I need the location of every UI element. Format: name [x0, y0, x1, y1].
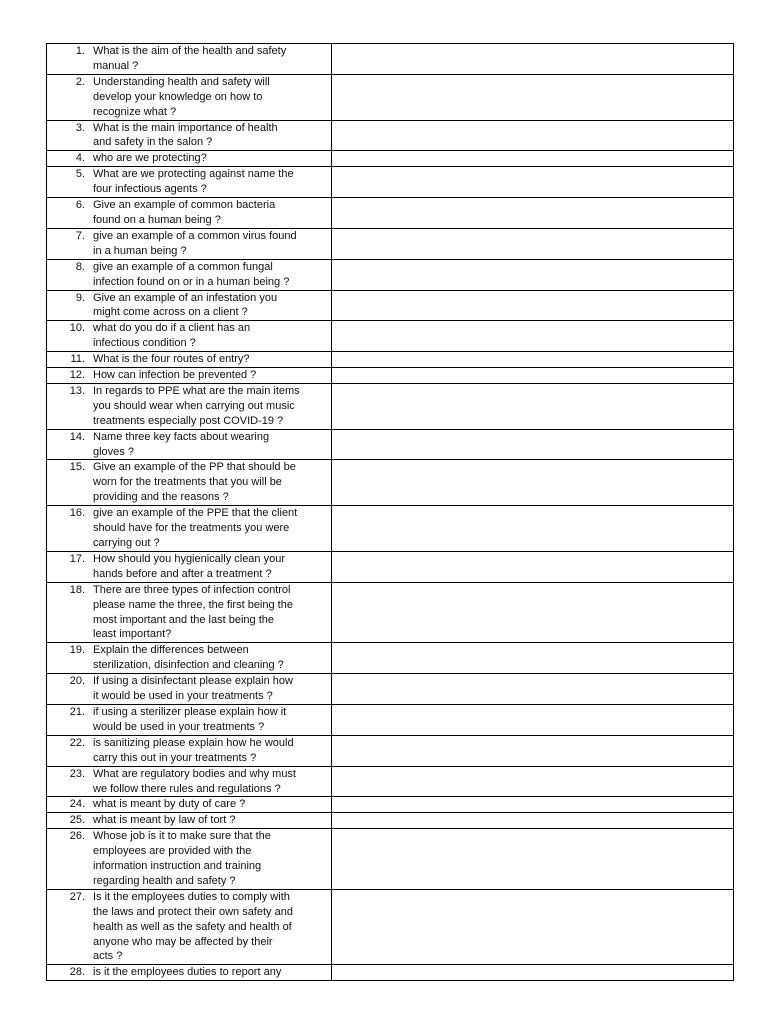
question-text-line: give an example of a common fungal: [93, 260, 273, 273]
question-content: [47, 767, 331, 797]
question-text-line: we follow there rules and regulations ?: [93, 782, 281, 795]
question-text-line: information instruction and training: [93, 860, 262, 873]
question-text: [93, 965, 329, 980]
question-text-line: providing and the reasons ?: [93, 491, 229, 504]
question-text-line: give an example of a common virus found: [93, 229, 297, 242]
question-row: [47, 167, 734, 198]
answer-cell[interactable]: [332, 829, 734, 890]
question-text-line: sterilization, disinfection and cleaning ?: [93, 659, 284, 672]
question-content: [47, 813, 331, 828]
question-text: [93, 674, 329, 704]
question-text-line: Understanding health and safety will: [93, 75, 270, 88]
question-text-line: There are three types of infection control: [93, 583, 291, 596]
question-number: 15.: [69, 461, 85, 474]
answer-cell[interactable]: [332, 704, 734, 735]
answer-cell[interactable]: [332, 352, 734, 368]
answer-cell[interactable]: [332, 460, 734, 506]
question-row: [47, 321, 734, 352]
question-text: [93, 44, 329, 74]
question-cell: [47, 383, 332, 429]
question-text: [93, 736, 329, 766]
question-text: [93, 797, 329, 812]
question-text-line: is it the employees duties to report any: [93, 966, 282, 979]
answer-cell[interactable]: [332, 797, 734, 813]
question-number: 12.: [69, 369, 85, 382]
answer-cell[interactable]: [332, 151, 734, 167]
question-content: [47, 151, 331, 166]
question-text-line: anyone who may be affected by their: [93, 935, 273, 948]
question-text-line: If using a disinfectant please explain how: [93, 675, 293, 688]
question-row: [47, 674, 734, 705]
question-text-line: if using a sterilizer please explain how it: [93, 705, 287, 718]
answer-cell[interactable]: [332, 735, 734, 766]
question-cell: [47, 228, 332, 259]
answer-cell[interactable]: [332, 44, 734, 75]
question-number: 22.: [69, 736, 85, 749]
question-text-line: manual ?: [93, 59, 139, 72]
question-row: [47, 460, 734, 506]
question-cell: [47, 829, 332, 890]
question-cell: [47, 735, 332, 766]
question-text: [93, 368, 329, 383]
question-number: 11.: [70, 353, 85, 366]
question-text-line: hands before and after a treatment ?: [93, 567, 272, 580]
question-text: [93, 767, 329, 797]
answer-cell[interactable]: [332, 74, 734, 120]
answer-cell[interactable]: [332, 321, 734, 352]
question-text-line: please name the three, the first being the: [93, 598, 293, 611]
question-row: [47, 44, 734, 75]
question-cell: [47, 44, 332, 75]
answer-cell[interactable]: [332, 965, 734, 981]
question-text-line: infectious condition ?: [93, 337, 196, 350]
question-cell: [47, 889, 332, 965]
question-content: [47, 75, 331, 120]
question-text-line: What are we protecting against name the: [93, 168, 294, 181]
question-content: [47, 552, 331, 582]
question-text-line: worn for the treatments that you will be: [93, 476, 282, 489]
question-text: [93, 121, 329, 151]
question-cell: [47, 321, 332, 352]
question-text-line: develop your knowledge on how to: [93, 90, 263, 103]
question-row: [47, 965, 734, 981]
question-row: [47, 120, 734, 151]
question-cell: [47, 643, 332, 674]
question-text-line: health as well as the safety and health of: [93, 920, 292, 933]
answer-cell[interactable]: [332, 167, 734, 198]
question-cell: [47, 167, 332, 198]
question-row: [47, 151, 734, 167]
question-text: [93, 829, 329, 889]
question-row: [47, 352, 734, 368]
questions-table-body: [47, 44, 734, 981]
question-text-line: four infectious agents ?: [93, 183, 207, 196]
question-row: [47, 582, 734, 643]
question-text: [93, 198, 329, 228]
question-text: [93, 430, 329, 460]
answer-cell[interactable]: [332, 259, 734, 290]
question-text: [93, 384, 329, 429]
question-content: [47, 705, 331, 735]
answer-cell[interactable]: [332, 551, 734, 582]
question-text: [93, 813, 329, 828]
question-content: [47, 643, 331, 673]
question-cell: [47, 290, 332, 321]
question-content: [47, 260, 331, 290]
question-number: 2.: [75, 75, 85, 88]
question-text: [93, 705, 329, 735]
question-cell: [47, 506, 332, 552]
answer-cell[interactable]: [332, 674, 734, 705]
question-text: [93, 151, 329, 166]
question-cell: [47, 74, 332, 120]
question-content: [47, 321, 331, 351]
question-text: [93, 229, 329, 259]
question-text-line: infection found on or in a human being ?: [93, 275, 290, 288]
question-content: [47, 198, 331, 228]
question-text: [93, 352, 329, 367]
question-number: 7.: [75, 229, 85, 242]
question-row: [47, 829, 734, 890]
question-cell: [47, 813, 332, 829]
answer-cell[interactable]: [332, 383, 734, 429]
question-content: [47, 829, 331, 889]
question-number: 19.: [69, 644, 85, 657]
question-text-line: what is meant by duty of care ?: [93, 798, 246, 811]
question-number: 21.: [69, 705, 85, 718]
question-cell: [47, 198, 332, 229]
question-content: [47, 229, 331, 259]
question-cell: [47, 120, 332, 151]
question-cell: [47, 582, 332, 643]
answer-cell[interactable]: [332, 198, 734, 229]
question-text-line: gloves ?: [93, 445, 134, 458]
answer-cell[interactable]: [332, 429, 734, 460]
question-content: [47, 368, 331, 383]
question-text-line: regarding health and safety ?: [93, 874, 236, 887]
question-text-line: Whose job is it to make sure that the: [93, 830, 271, 843]
question-number: 16.: [69, 507, 85, 520]
question-row: [47, 797, 734, 813]
question-number: 1.: [75, 45, 85, 57]
question-text-line: in a human being ?: [93, 244, 187, 257]
question-text-line: what do you do if a client has an: [93, 322, 251, 335]
question-text-line: Is it the employees duties to comply with: [93, 890, 290, 903]
question-text-line: What is the aim of the health and safety: [93, 45, 287, 57]
question-row: [47, 368, 734, 384]
question-text-line: Give an example of the PP that should be: [93, 461, 296, 474]
question-row: [47, 643, 734, 674]
question-row: [47, 198, 734, 229]
question-number: 4.: [75, 152, 85, 165]
answer-cell[interactable]: [332, 506, 734, 552]
question-text-line: recognize what ?: [93, 105, 177, 118]
question-number: 27.: [69, 890, 85, 903]
question-text: [93, 167, 329, 197]
question-text-line: carrying out ?: [93, 537, 160, 549]
question-number: 17.: [69, 552, 85, 565]
question-row: [47, 506, 734, 552]
question-text: [93, 291, 329, 321]
question-content: [47, 797, 331, 812]
question-text-line: would be used in your treatments ?: [93, 720, 265, 733]
question-row: [47, 889, 734, 965]
question-number: 24.: [69, 798, 85, 811]
question-text-line: treatments especially post COVID-19 ?: [93, 414, 284, 427]
answer-cell[interactable]: [332, 582, 734, 643]
question-text-line: Explain the differences between: [93, 644, 249, 657]
question-text: [93, 75, 329, 120]
question-row: [47, 813, 734, 829]
question-number: 23.: [69, 767, 85, 780]
question-text-line: In regards to PPE what are the main items: [93, 384, 300, 397]
question-cell: [47, 429, 332, 460]
question-text: [93, 890, 329, 965]
question-content: [47, 352, 331, 367]
question-row: [47, 74, 734, 120]
answer-cell[interactable]: [332, 290, 734, 321]
question-content: [47, 965, 331, 980]
question-text-line: Give an example of an infestation you: [93, 291, 278, 304]
question-content: [47, 44, 331, 74]
questions-table: [46, 43, 734, 981]
question-text-line: What are regulatory bodies and why must: [93, 767, 296, 780]
question-text-line: Name three key facts about wearing: [93, 430, 270, 443]
question-cell: [47, 766, 332, 797]
question-number: 26.: [69, 830, 85, 843]
question-text-line: is sanitizing please explain how he would: [93, 736, 294, 749]
question-text: [93, 321, 329, 351]
question-text-line: who are we protecting?: [93, 152, 207, 165]
answer-cell[interactable]: [332, 368, 734, 384]
question-text: [93, 552, 329, 582]
question-text-line: acts ?: [93, 950, 123, 963]
question-text-line: should have for the treatments you were: [93, 522, 290, 535]
question-text-line: Give an example of common bacteria: [93, 199, 276, 212]
question-number: 3.: [75, 121, 85, 134]
question-content: [47, 506, 331, 551]
question-row: [47, 383, 734, 429]
question-text-line: carry this out in your treatments ?: [93, 751, 257, 764]
question-row: [47, 429, 734, 460]
question-text-line: what is meant by law of tort ?: [93, 814, 236, 827]
question-text-line: What is the main importance of health: [93, 121, 278, 134]
answer-cell[interactable]: [332, 120, 734, 151]
question-content: [47, 291, 331, 321]
question-text-line: How can infection be prevented ?: [93, 369, 257, 382]
question-content: [47, 121, 331, 151]
question-number: 20.: [69, 675, 85, 688]
question-number: 8.: [75, 260, 85, 273]
question-text-line: How should you hygienically clean your: [93, 552, 285, 565]
question-cell: [47, 352, 332, 368]
question-content: [47, 890, 331, 965]
question-cell: [47, 551, 332, 582]
question-number: 28.: [69, 966, 85, 979]
question-text-line: employees are provided with the: [93, 845, 252, 858]
question-text-line: least important?: [93, 628, 172, 641]
question-number: 6.: [75, 199, 85, 212]
question-content: [47, 583, 331, 643]
answer-cell[interactable]: [332, 228, 734, 259]
question-content: [47, 736, 331, 766]
question-text: [93, 506, 329, 551]
question-text-line: the laws and protect their own safety and: [93, 905, 293, 918]
question-text-line: might come across on a client ?: [93, 306, 248, 319]
question-text: [93, 260, 329, 290]
question-number: 9.: [75, 291, 85, 304]
question-text-line: What is the four routes of entry?: [93, 353, 250, 366]
question-text-line: and safety in the salon ?: [93, 136, 213, 149]
question-row: [47, 259, 734, 290]
question-content: [47, 384, 331, 429]
question-text: [93, 643, 329, 673]
question-content: [47, 167, 331, 197]
question-cell: [47, 704, 332, 735]
question-text-line: it would be used in your treatments ?: [93, 690, 273, 703]
question-number: 25.: [69, 814, 85, 827]
question-content: [47, 674, 331, 704]
question-content: [47, 460, 331, 505]
question-cell: [47, 674, 332, 705]
answer-cell[interactable]: [332, 643, 734, 674]
question-number: 5.: [75, 168, 85, 181]
question-row: [47, 551, 734, 582]
question-number: 10.: [69, 322, 85, 335]
answer-cell[interactable]: [332, 766, 734, 797]
question-text-line: give an example of the PPE that the client: [93, 507, 298, 520]
question-text-line: most important and the last being the: [93, 613, 274, 626]
question-number: 18.: [69, 583, 85, 596]
question-row: [47, 735, 734, 766]
answer-cell[interactable]: [332, 889, 734, 965]
question-cell: [47, 460, 332, 506]
question-content: [47, 430, 331, 460]
question-number: 13.: [69, 384, 85, 397]
question-cell: [47, 151, 332, 167]
question-row: [47, 766, 734, 797]
question-cell: [47, 259, 332, 290]
question-cell: [47, 965, 332, 981]
question-text: [93, 583, 329, 643]
question-cell: [47, 797, 332, 813]
answer-cell[interactable]: [332, 813, 734, 829]
question-cell: [47, 368, 332, 384]
question-text-line: found on a human being ?: [93, 213, 221, 226]
question-text-line: you should wear when carrying out music: [93, 399, 295, 412]
question-text: [93, 460, 329, 505]
question-number: 14.: [69, 430, 85, 443]
question-row: [47, 228, 734, 259]
question-row: [47, 290, 734, 321]
question-row: [47, 704, 734, 735]
